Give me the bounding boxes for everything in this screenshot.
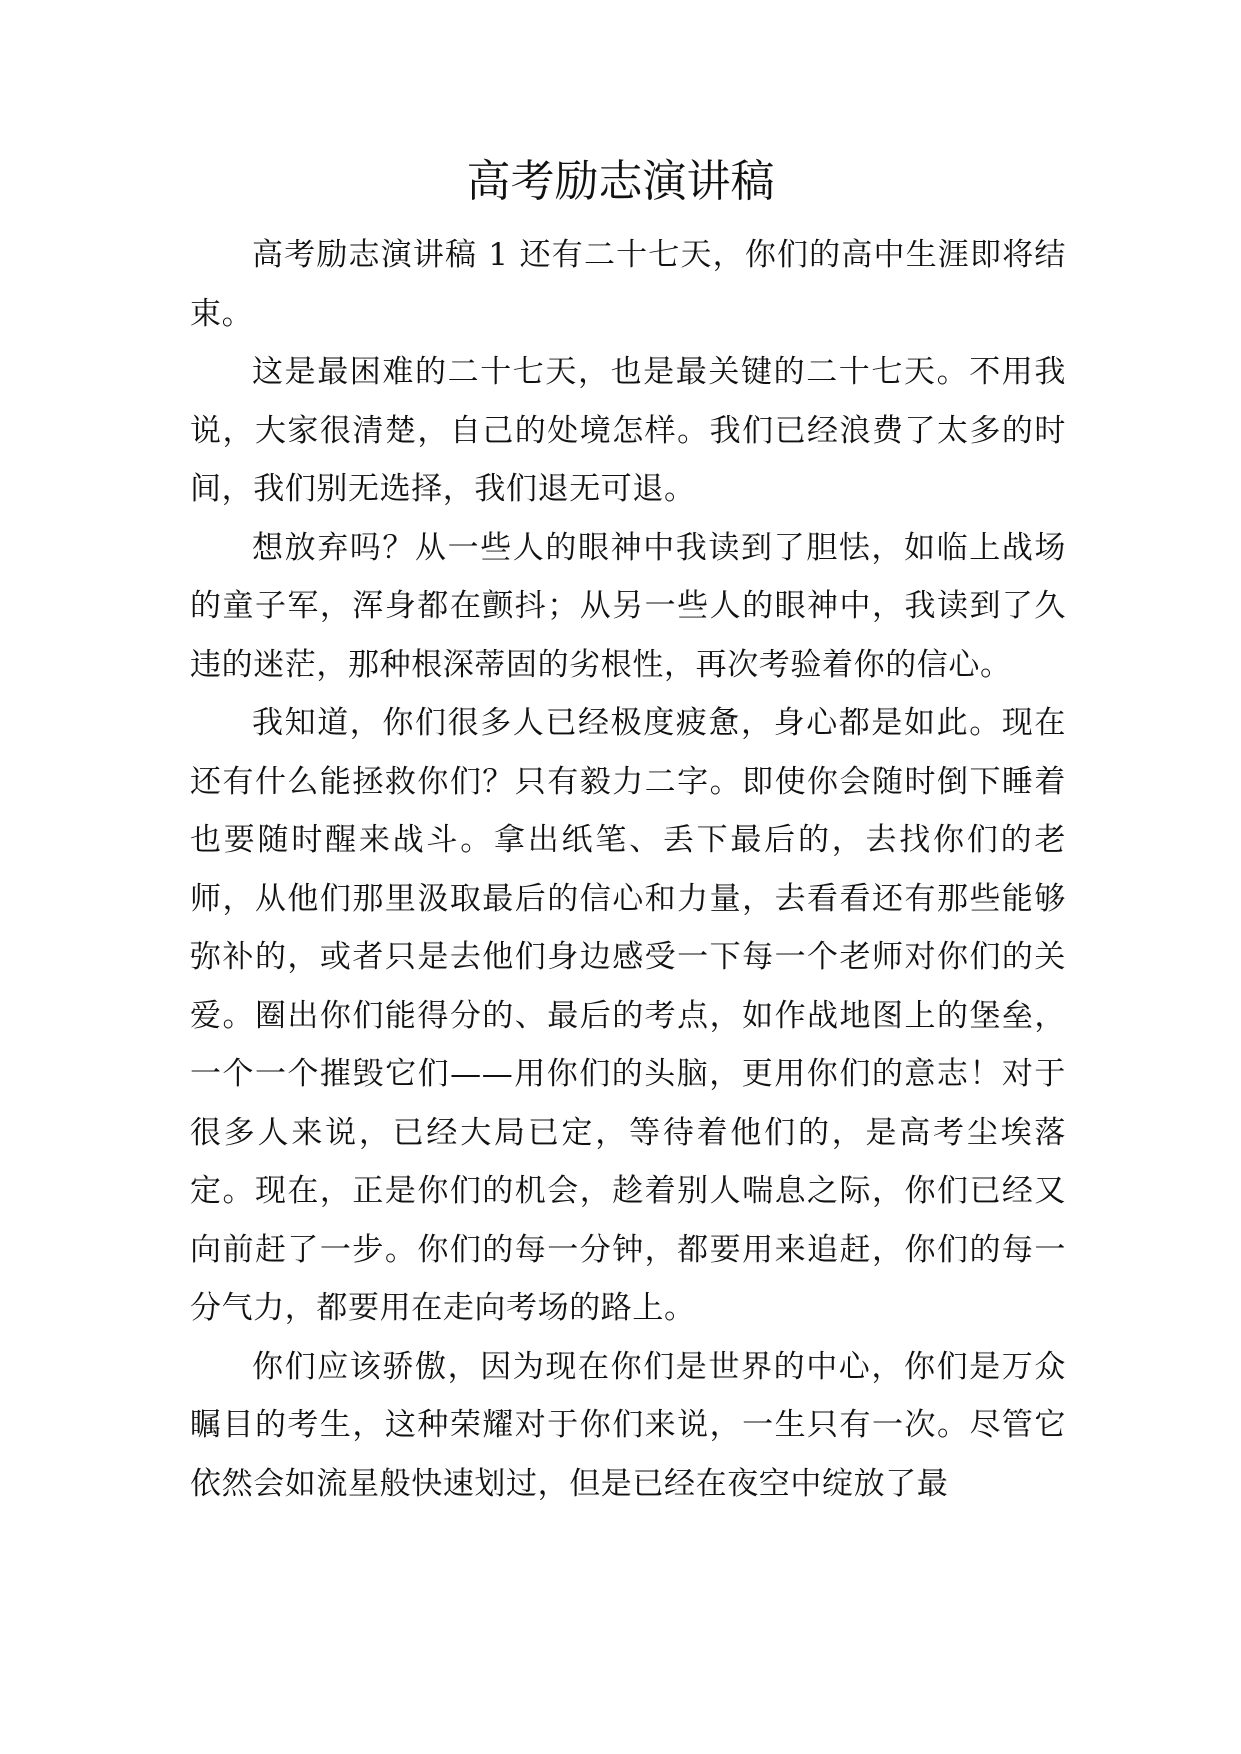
paragraph-3: 想放弃吗？从一些人的眼神中我读到了胆怯，如临上战场的童子军，浑身都在颤抖；从另一些人的眼神中，我读到了久违的迷茫，那种根深蒂固的劣根性，再次考验着你的信心。 xyxy=(190,529,1066,683)
paragraph-5: 你们应该骄傲，因为现在你们是世界的中心，你们是万众瞩目的考生，这种荣耀对于你们来说，一生只有一次。尽管它依然会如流星般快速划过，但是已经在夜空中绽放了最 xyxy=(190,1348,1066,1502)
document-body xyxy=(190,226,1066,1513)
paragraph-1: 高考励志演讲稿 1 还有二十七天，你们的高中生涯即将结束。 xyxy=(190,237,1066,332)
paragraph-4: 我知道，你们很多人已经极度疲惫，身心都是如此。现在还有什么能拯救你们？只有毅力二字。即使你会随时倒下睡着也要随时醒来战斗。拿出纸笔、丢下最后的，去找你们的老师，从他们那里汲取最后的信心和力量，去看看还有那些能够弥补的，或者只是去他们身边感受一下每一个老师对你们的关爱。圈出你们能得分的、最后的考点，如作战地图上的堡垒，一个一个摧毁它们——用你们的头脑，更用你们的意志！对于很多人来说，已经大局已定，等待着他们的，是高考尘埃落定。现在，正是你们的机会，趁着别人喘息之际，你们已经又向前赶了一步。你们的每一分钟，都要用来追赶，你们的每一分气力，都要用在走向考场的路上。 xyxy=(190,705,1066,1326)
paragraph-2: 这是最困难的二十七天，也是最关键的二十七天。不用我说，大家很清楚，自己的处境怎样。我们已经浪费了太多的时间，我们别无选择，我们退无可退。 xyxy=(190,354,1066,507)
document-title: 高考励志演讲稿 xyxy=(466,156,775,207)
